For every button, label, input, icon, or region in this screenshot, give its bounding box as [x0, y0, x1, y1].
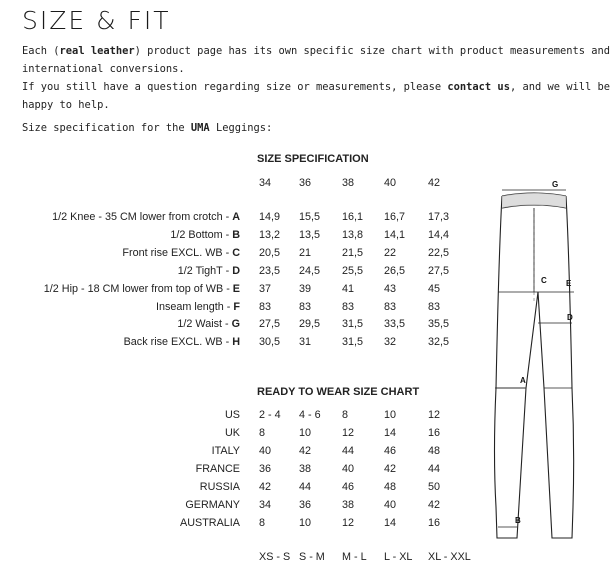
- real-leather-emphasis: real leather: [59, 45, 135, 57]
- spec-row-label: [44, 283, 240, 295]
- rtw-size-chart-title: READY TO WEAR SIZE CHART: [257, 386, 420, 398]
- rtw-value-cell: 10: [299, 517, 312, 529]
- spec-label-key: F: [233, 300, 240, 313]
- page-title: SIZE & FIT: [22, 6, 171, 35]
- rtw-value-cell: 12: [342, 427, 355, 439]
- spec-value-cell: 14,1: [384, 228, 406, 241]
- rtw-value-cell: 38: [299, 463, 312, 475]
- spec-value-cell: 43: [384, 282, 397, 295]
- spec-label-key: B: [232, 228, 240, 241]
- rtw-value-cell: 10: [384, 409, 397, 421]
- spec-label-key: D: [232, 264, 240, 277]
- spec-value-cell: 83: [428, 300, 441, 313]
- spec-value-cell: 21: [299, 246, 312, 259]
- rtw-value-cell: 8: [259, 517, 266, 529]
- spec-label-text: Back rise EXCL. WB -: [123, 336, 233, 349]
- rtw-value-cell: 42: [384, 463, 397, 475]
- country-label: ITALY: [211, 445, 240, 457]
- size-spec-title: SIZE SPECIFICATION: [257, 153, 369, 165]
- rtw-value-cell: 36: [259, 463, 272, 475]
- country-label: US: [225, 409, 240, 421]
- letter-size-label: M - L: [342, 551, 367, 563]
- letter-size-label: XS - S: [259, 551, 291, 563]
- spec-row-label: [156, 301, 240, 313]
- spec-value-cell: 20,5: [259, 246, 281, 259]
- rtw-value-cell: 42: [299, 445, 312, 457]
- spec-label-text: 1/2 Bottom -: [170, 228, 233, 241]
- size-header: 36: [299, 177, 312, 189]
- spec-intro-text: Size specification for the: [22, 122, 191, 134]
- spec-row-label: [177, 318, 240, 330]
- rtw-value-cell: 40: [259, 445, 272, 457]
- rtw-value-cell: 4 - 6: [299, 409, 321, 421]
- spec-value-cell: 83: [384, 300, 397, 313]
- rtw-value-cell: 16: [428, 427, 441, 439]
- rtw-value-cell: 40: [342, 463, 355, 475]
- spec-value-cell: 35,5: [428, 318, 450, 331]
- spec-intro-text: Leggings:: [209, 122, 273, 134]
- spec-value-cell: 33,5: [384, 318, 406, 331]
- country-label: AUSTRALIA: [180, 517, 240, 529]
- spec-label-text: Inseam length -: [155, 300, 234, 313]
- rtw-value-cell: 48: [384, 481, 397, 493]
- spec-value-cell: 32: [384, 336, 397, 349]
- rtw-value-cell: 12: [428, 409, 441, 421]
- rtw-value-cell: 16: [428, 517, 441, 529]
- spec-value-cell: 37: [259, 282, 272, 295]
- intro-line-3: [22, 78, 610, 96]
- spec-label-key: A: [232, 211, 240, 223]
- intro-text-segment: , and we will be: [509, 81, 610, 93]
- country-label: GERMANY: [185, 499, 240, 511]
- spec-value-cell: 14,4: [428, 228, 450, 241]
- diagram-label-c: C: [541, 276, 547, 285]
- spec-value-cell: 13,8: [342, 228, 364, 241]
- rtw-value-cell: 14: [384, 517, 397, 529]
- diagram-label-a: A: [520, 376, 526, 385]
- intro-line-2: international conversions.: [22, 63, 185, 75]
- country-label: UK: [225, 427, 240, 439]
- spec-value-cell: 22: [384, 246, 397, 259]
- rtw-value-cell: 12: [342, 517, 355, 529]
- intro-line-4: happy to help.: [22, 99, 110, 111]
- spec-value-cell: 41: [342, 282, 355, 295]
- spec-value-cell: 15,5: [299, 211, 321, 223]
- rtw-value-cell: 8: [259, 427, 266, 439]
- spec-value-cell: 13,2: [259, 228, 281, 241]
- spec-value-cell: 27,5: [259, 318, 281, 331]
- spec-value-cell: 13,5: [299, 228, 321, 241]
- product-name: UMA: [190, 122, 210, 134]
- size-header: 40: [384, 177, 397, 189]
- rtw-value-cell: 50: [428, 481, 441, 493]
- spec-value-cell: 83: [299, 300, 312, 313]
- spec-value-cell: 16,1: [342, 211, 364, 223]
- spec-value-cell: 45: [428, 282, 441, 295]
- rtw-value-cell: 44: [428, 463, 441, 475]
- spec-value-cell: 32,5: [428, 336, 450, 349]
- spec-value-cell: 16,7: [384, 211, 406, 223]
- spec-value-cell: 26,5: [384, 264, 406, 277]
- spec-value-cell: 24,5: [299, 264, 321, 277]
- rtw-value-cell: 34: [259, 499, 272, 511]
- spec-row-label: [52, 211, 240, 223]
- spec-label-text: 1/2 Hip - 18 CM lower from top of WB -: [43, 282, 233, 295]
- spec-value-cell: 83: [259, 300, 272, 313]
- spec-label-key: H: [232, 336, 240, 349]
- size-header: 34: [259, 177, 272, 189]
- intro-text-segment: ) product page has its own specific size chart with product measurements and: [134, 45, 610, 57]
- intro-text-segment: Each (: [22, 45, 60, 57]
- spec-value-cell: 30,5: [259, 336, 281, 349]
- spec-label-text: 1/2 TighT -: [177, 264, 233, 277]
- rtw-value-cell: 2 - 4: [259, 409, 281, 421]
- diagram-label-b: B: [515, 516, 521, 525]
- rtw-value-cell: 46: [342, 481, 355, 493]
- country-label: FRANCE: [195, 463, 240, 475]
- spec-row-label: [122, 247, 240, 259]
- rtw-value-cell: 44: [299, 481, 312, 493]
- spec-value-cell: 31: [299, 336, 312, 349]
- rtw-value-cell: 42: [428, 499, 441, 511]
- spec-label-text: 1/2 Waist -: [177, 318, 232, 331]
- diagram-label-d: D: [567, 313, 573, 322]
- leggings-diagram: [484, 172, 580, 546]
- rtw-value-cell: 38: [342, 499, 355, 511]
- spec-label-key: C: [232, 246, 240, 259]
- spec-value-cell: 83: [342, 300, 355, 313]
- spec-value-cell: 27,5: [428, 264, 450, 277]
- rtw-value-cell: 44: [342, 445, 355, 457]
- country-label: RUSSIA: [199, 481, 240, 493]
- spec-label-key: G: [231, 318, 240, 331]
- size-header: 42: [428, 177, 441, 189]
- rtw-value-cell: 8: [342, 409, 349, 421]
- intro-text-segment: If you still have a question regarding size or measurements, please: [22, 81, 448, 93]
- rtw-value-cell: 10: [299, 427, 312, 439]
- waistband-fill: [502, 193, 566, 208]
- spec-value-cell: 22,5: [428, 246, 450, 259]
- rtw-value-cell: 14: [384, 427, 397, 439]
- letter-size-label: L - XL: [384, 551, 413, 563]
- spec-label-text: 1/2 Knee - 35 CM lower from crotch -: [52, 211, 233, 223]
- spec-value-cell: 39: [299, 282, 312, 295]
- rtw-value-cell: 40: [384, 499, 397, 511]
- spec-value-cell: 31,5: [342, 318, 364, 331]
- spec-row-label: [170, 229, 240, 241]
- spec-value-cell: 31,5: [342, 336, 364, 349]
- spec-value-cell: 14,9: [259, 211, 281, 223]
- rtw-value-cell: 36: [299, 499, 312, 511]
- spec-label-key: E: [232, 282, 240, 295]
- spec-value-cell: 29,5: [299, 318, 321, 331]
- spec-row-label: [124, 336, 240, 348]
- intro-line-1: [22, 42, 610, 60]
- intro-text: [22, 42, 610, 114]
- spec-value-cell: 23,5: [259, 264, 281, 277]
- rtw-value-cell: 46: [384, 445, 397, 457]
- spec-row-label: [178, 265, 240, 277]
- spec-value-cell: 25,5: [342, 264, 364, 277]
- spec-value-cell: 17,3: [428, 211, 450, 223]
- size-header: 38: [342, 177, 355, 189]
- letter-size-label: S - M: [299, 551, 325, 563]
- spec-value-cell: 21,5: [342, 246, 364, 259]
- diagram-label-e: E: [566, 279, 572, 288]
- letter-size-label: XL - XXL: [428, 551, 471, 563]
- contact-us-link[interactable]: contact us: [447, 81, 510, 93]
- spec-intro: [22, 122, 272, 134]
- diagram-label-g: G: [552, 180, 559, 189]
- spec-label-text: Front rise EXCL. WB -: [122, 246, 233, 259]
- rtw-value-cell: 42: [259, 481, 272, 493]
- rtw-value-cell: 48: [428, 445, 441, 457]
